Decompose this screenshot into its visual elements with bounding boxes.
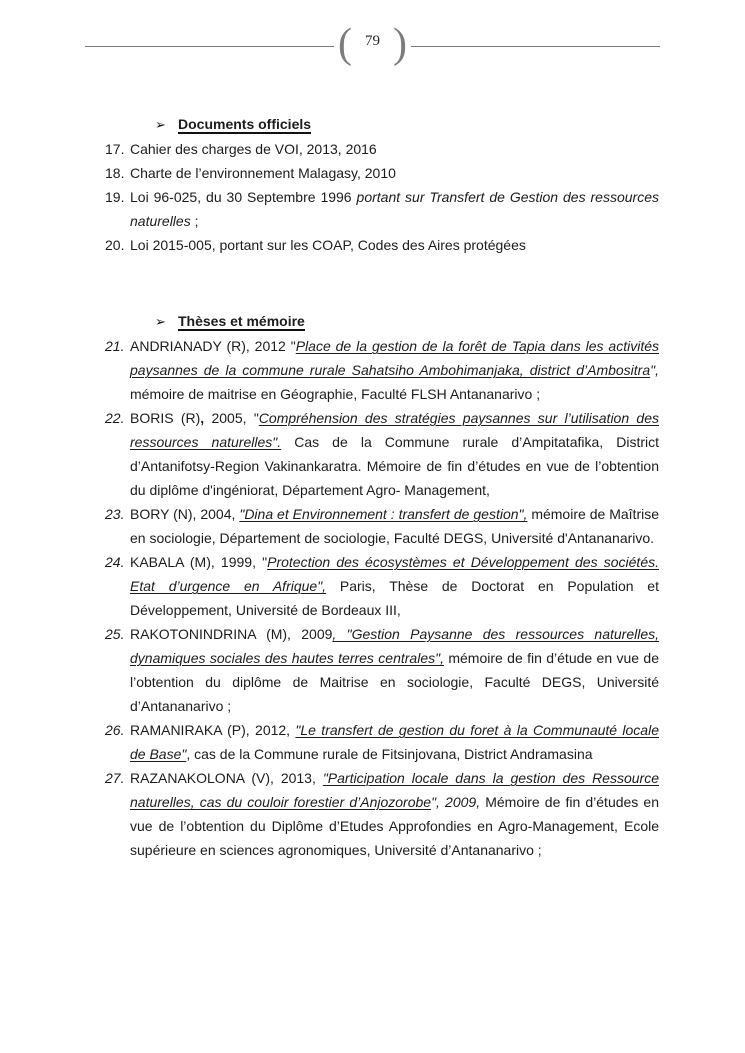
reference-text: Cahier des charges de VOI, 2013, 2016 [130,141,377,157]
reference-number: 22. [105,410,125,426]
reference-text: ANDRIANADY (R), 2012 "Place de la gestion de la forêt de Tapia dans les activités paysannes de la commune rurale Sahatsiho Ambohimanjaka, district d’Ambositra", mémoire de maitrise en Géographie, Faculté FLSH Antananarivo ; [130,338,659,402]
page-header [0,22,745,70]
document-content [0,112,745,862]
reference-item [105,622,659,718]
reference-item [105,137,659,161]
header-rule-right [411,46,660,47]
reference-text: KABALA (M), 1999, "Protection des écosystèmes et Développement des sociétés. Etat d’urgence en Afrique", Paris, Thèse de Doctorat en Population et Développement, Université de Bordeaux III, [130,554,659,618]
reference-item [105,233,659,257]
reference-item [105,766,659,862]
reference-text: BORIS (R), 2005, "Compréhension des stratégies paysannes sur l’utilisation des ressources naturelles". Cas de la Commune rurale d’Ampitatafika, District d’Antanifotsy-Region Vakinankaratra. Mémoire de fin d’études en vue de l’obtention du diplôme d'ingéniorat, Département Agro- Management, [130,410,660,498]
reference-number: 19. [105,189,125,205]
header-rule-left [85,46,334,47]
reference-number: 18. [105,165,125,181]
section-title: Thèses et mémoire [178,313,305,329]
reference-number: 21. [105,338,125,354]
reference-text: Loi 96-025, du 30 Septembre 1996 portant sur Transfert de Gestion des ressources naturelles ; [130,189,659,229]
page-number-bracket-left-icon: ( [338,21,352,67]
reference-item [105,550,659,622]
reference-item [105,185,659,233]
arrow-bullet-icon: ➢ [155,117,166,132]
reference-item [105,334,659,406]
section-heading [155,309,659,334]
section-title: Documents officiels [178,116,312,132]
reference-number: 26. [105,722,125,738]
reference-number: 17. [105,141,125,157]
reference-text: Loi 2015-005, portant sur les COAP, Codes des Aires protégées [130,237,526,253]
reference-item [105,406,659,502]
reference-list [105,137,659,257]
page-number: 79 [365,32,380,49]
reference-text: BORY (N), 2004, "Dina et Environnement : transfert de gestion", mémoire de Maîtrise en sociologie, Département de sociologie, Faculté DEGS, Université d'Antananarivo. [130,506,660,546]
reference-number: 24. [105,554,125,570]
arrow-bullet-icon: ➢ [155,314,166,329]
reference-item [105,502,659,550]
reference-item [105,161,659,185]
reference-text: RAKOTONINDRINA (M), 2009, "Gestion Paysanne des ressources naturelles, dynamiques sociales des hautes terres centrales", mémoire de fin d’étude en vue de l’obtention du diplôme de Maitrise en sociologie, Faculté DEGS, Université d’Antananarivo ; [130,626,660,714]
reference-number: 20. [105,237,125,253]
reference-text: RAMANIRAKA (P), 2012, "Le transfert de gestion du foret à la Communauté locale de Base", cas de la Commune rurale de Fitsinjovana, District Andramasina [130,722,659,762]
page-number-bracket-right-icon: ) [393,21,407,67]
reference-list [105,334,659,862]
reference-text: RAZANAKOLONA (V), 2013, "Participation locale dans la gestion des Ressource naturelles, cas du couloir forestier d’Anjozorobe", 2009, Mémoire de fin d’études en vue de l’obtention du Diplôme d’Etudes Approfondies en Agro-Management, Ecole supérieure en sciences agronomiques, Université d’Antananarivo ; [130,770,659,858]
reference-number: 23. [105,506,125,522]
reference-number: 27. [105,770,125,786]
reference-section [105,309,659,862]
reference-section [105,112,659,257]
reference-text: Charte de l’environnement Malagasy, 2010 [130,165,396,181]
reference-item [105,718,659,766]
reference-number: 25. [105,626,125,642]
section-heading [155,112,659,137]
